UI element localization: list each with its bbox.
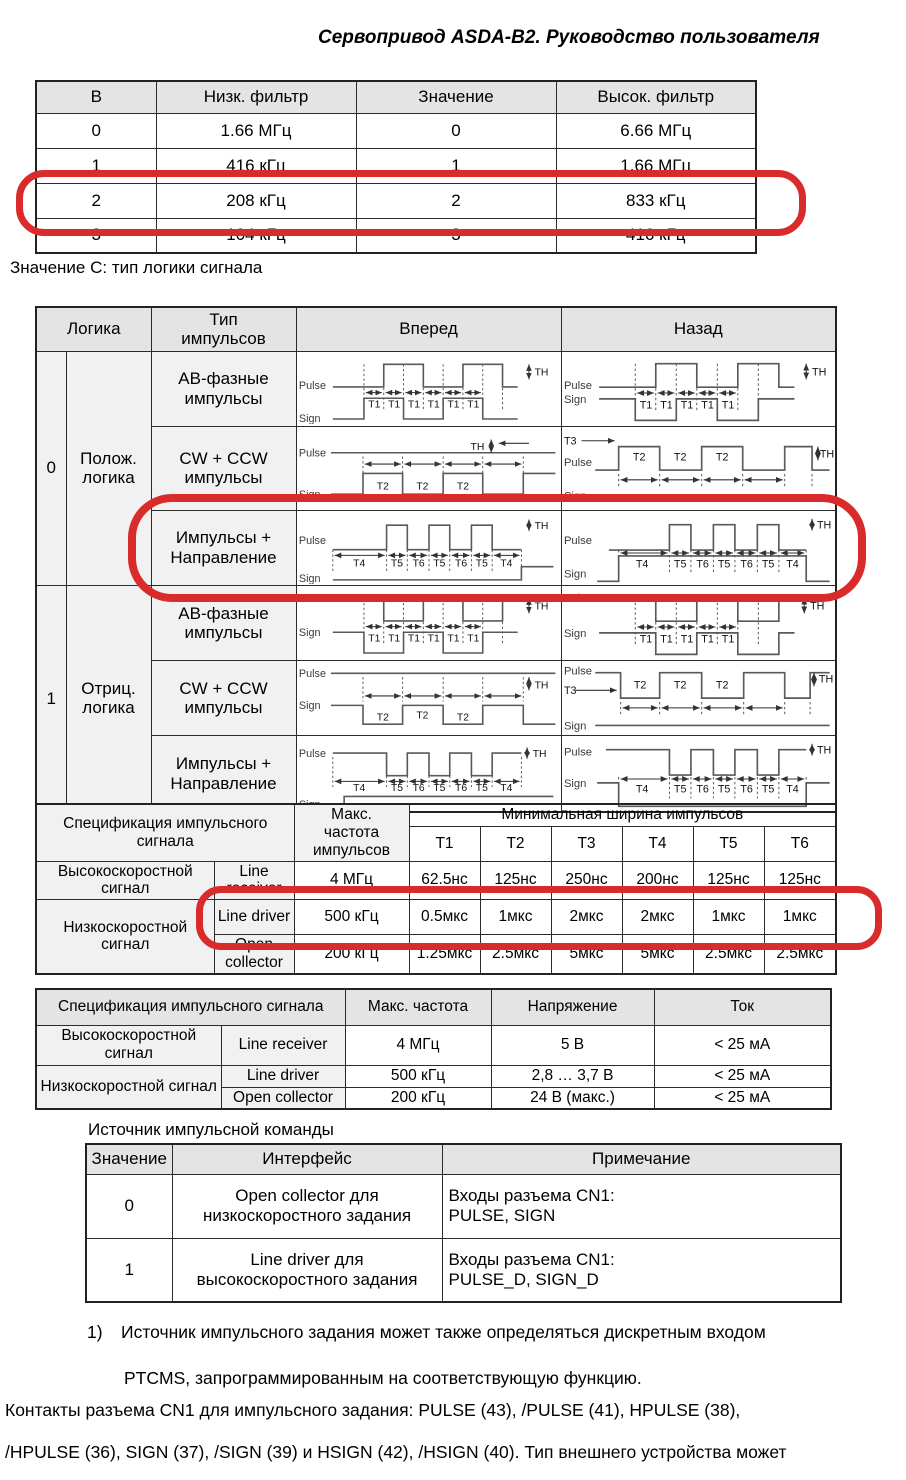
svg-text:T1: T1: [466, 399, 479, 411]
logic-label: Полож. логика: [66, 351, 151, 585]
column-header: Значение: [86, 1144, 172, 1174]
svg-text:T1: T1: [427, 633, 440, 645]
cell: 416 кГц: [156, 148, 356, 183]
svg-text:T1: T1: [466, 633, 479, 645]
waveform-l1-ab-forward: [296, 585, 561, 660]
svg-text:T6: T6: [454, 558, 467, 570]
svg-text:T1: T1: [639, 633, 652, 646]
svg-text:T2: T2: [376, 481, 389, 493]
table-row: [36, 351, 836, 426]
row-label: Высокоскоростной сигнал: [36, 861, 214, 900]
column-header: Напряжение: [491, 989, 654, 1025]
column-header: Примечание: [442, 1144, 841, 1174]
column-header: Спецификация импульсного сигнала: [36, 804, 294, 861]
timing-diagram: [562, 586, 836, 660]
svg-text:Pulse: Pulse: [298, 535, 326, 548]
column-header: Вперед: [296, 307, 561, 351]
svg-text:T4: T4: [352, 558, 365, 570]
svg-text:T2: T2: [632, 451, 645, 464]
svg-text:T6: T6: [412, 782, 425, 794]
svg-text:T2: T2: [456, 712, 469, 724]
waveform-l0-ab-forward: [296, 351, 561, 426]
column-header: T2: [480, 826, 551, 861]
table-row: [36, 307, 836, 351]
timing-diagram: [562, 511, 836, 585]
svg-text:TH: TH: [816, 519, 831, 532]
row-label: Низкоскоростной сигнал: [36, 1065, 221, 1109]
footnote-number: 1): [87, 1322, 103, 1342]
column-header: Интерфейс: [172, 1144, 442, 1174]
pulse-type-label: CW + CCW импульсы: [151, 661, 296, 736]
svg-text:TH: TH: [809, 600, 824, 613]
table-row: [36, 426, 836, 510]
svg-text:Pulse: Pulse: [298, 593, 326, 606]
note-line: PULSE, SIGN: [448, 1206, 556, 1225]
svg-text:Sign: Sign: [563, 490, 586, 503]
svg-text:TH: TH: [818, 673, 833, 686]
cell: 125нс: [480, 861, 551, 900]
table-row: [86, 1144, 841, 1174]
svg-text:T5: T5: [432, 558, 445, 570]
logic-label: Отриц. логика: [66, 585, 151, 811]
column-header: T5: [693, 826, 764, 861]
svg-text:T1: T1: [407, 399, 420, 411]
waveform-l0-pd-forward: [296, 510, 561, 585]
svg-text:T4: T4: [499, 782, 512, 794]
note-line: PULSE_D, SIGN_D: [448, 1269, 599, 1289]
cell: 2мкс: [622, 900, 693, 935]
cell: 1.66 МГц: [156, 113, 356, 148]
svg-text:T1: T1: [680, 399, 693, 412]
waveform-l1-pd-backward: [561, 736, 836, 812]
table-row: [36, 736, 836, 812]
interface-label: Open collector: [214, 935, 294, 974]
svg-text:T1: T1: [367, 633, 380, 645]
svg-text:Sign: Sign: [563, 720, 586, 733]
svg-text:T4: T4: [635, 784, 648, 797]
cell: < 25 мА: [654, 1065, 831, 1087]
svg-text:Pulse: Pulse: [298, 747, 326, 760]
svg-text:Pulse: Pulse: [563, 457, 592, 470]
cell: 24 В (макс.): [491, 1087, 654, 1109]
cell: < 25 мА: [654, 1025, 831, 1065]
svg-text:T5: T5: [475, 558, 488, 570]
timing-diagram: [562, 736, 836, 810]
svg-text:T1: T1: [407, 633, 420, 645]
cell: 125нс: [764, 861, 836, 900]
svg-text:TH: TH: [532, 748, 547, 760]
value-cell: 0: [86, 1174, 172, 1238]
svg-text:T1: T1: [700, 399, 714, 412]
cell: 1мкс: [480, 900, 551, 935]
pulse-type-label: CW + CCW импульсы: [151, 426, 296, 510]
column-header: Высок. фильтр: [556, 81, 756, 113]
svg-text:T4: T4: [499, 558, 512, 570]
svg-text:T5: T5: [761, 558, 774, 571]
cell: 2,8 … 3,7 В: [491, 1065, 654, 1087]
svg-text:T1: T1: [659, 399, 673, 412]
table-row: [86, 1174, 841, 1238]
svg-text:Sign: Sign: [298, 700, 321, 713]
svg-text:TH: TH: [811, 365, 826, 378]
svg-text:T2: T2: [715, 451, 728, 464]
pulse-type-label: АВ-фазные импульсы: [151, 351, 296, 426]
page-title: Сервопривод ASDA-B2. Руководство пользователя: [318, 27, 820, 48]
interface-line: Open collector для: [235, 1186, 379, 1206]
interface-label: Line receiver: [221, 1025, 345, 1065]
svg-text:Pulse: Pulse: [563, 379, 592, 392]
timing-diagram: [562, 431, 836, 505]
svg-text:Sign: Sign: [298, 627, 321, 640]
pulse-width-table: [35, 803, 837, 975]
cell: 2.5мкс: [480, 935, 551, 974]
svg-text:T1: T1: [446, 633, 460, 645]
waveform-l1-cw-backward: [561, 661, 836, 736]
table-row-highlighted: [36, 183, 756, 218]
waveform-l0-pd-backward: [561, 510, 836, 585]
logic-value: 0: [36, 351, 66, 585]
table-row: [36, 81, 756, 113]
interface-label: Line receiver: [214, 861, 294, 900]
pulse-type-label: Импульсы + Направление: [151, 510, 296, 585]
waveform-l1-cw-forward: [296, 661, 561, 736]
interface-label: Open collector: [221, 1087, 345, 1109]
svg-text:Sign: Sign: [563, 778, 586, 791]
timing-diagram: [297, 587, 561, 659]
value-cell: 1: [86, 1238, 172, 1302]
svg-text:Pulse: Pulse: [298, 447, 326, 460]
svg-text:T5: T5: [717, 784, 730, 797]
waveform-l1-ab-backward: [561, 585, 836, 660]
svg-text:T4: T4: [785, 558, 799, 571]
svg-text:T5: T5: [475, 782, 488, 794]
svg-text:T6: T6: [739, 558, 753, 571]
svg-text:TH: TH: [819, 448, 834, 461]
table-row: [36, 861, 836, 900]
cell: 200 кГц: [294, 935, 409, 974]
column-header-label: Макс. частота импульсов: [313, 806, 391, 859]
interface-line: низкоскоростного задания: [202, 1206, 412, 1225]
interface-line: высокоскоростного задания: [196, 1269, 418, 1289]
column-header: Спецификация импульсного сигнала: [36, 989, 345, 1025]
cell: 500 кГц: [345, 1065, 491, 1087]
svg-text:TH: TH: [534, 520, 548, 532]
interface-line: Line driver для: [250, 1250, 364, 1270]
timing-diagram: [297, 662, 561, 734]
timing-diagram: [562, 661, 836, 735]
cell: 833 кГц: [556, 183, 756, 218]
electrical-table: [35, 988, 832, 1110]
timing-diagram: [297, 512, 561, 584]
svg-text:T6: T6: [454, 782, 467, 794]
cell: 0: [356, 113, 556, 148]
cell: 208 кГц: [156, 183, 356, 218]
interface-cell: [172, 1174, 442, 1238]
svg-text:T5: T5: [390, 782, 403, 794]
svg-text:T2: T2: [673, 451, 686, 464]
interface-label: Line driver: [221, 1065, 345, 1087]
cell: 4 МГц: [294, 861, 409, 900]
cell: 4 МГц: [345, 1025, 491, 1065]
cell: 1.25мкс: [409, 935, 480, 974]
cell: 500 кГц: [294, 900, 409, 935]
cell: 200 кГц: [345, 1087, 491, 1109]
cell: 2: [356, 183, 556, 218]
pulse-source-title: Источник импульсной команды: [88, 1120, 334, 1139]
cell: 5мкс: [622, 935, 693, 974]
timing-diagram: [562, 352, 836, 426]
cell: 104 кГц: [156, 218, 356, 253]
cell: 416 кГц: [556, 218, 756, 253]
svg-text:T5: T5: [717, 558, 730, 571]
svg-text:Sign: Sign: [298, 412, 321, 425]
cell: 2.5мкс: [693, 935, 764, 974]
interface-label: Line driver: [214, 900, 294, 935]
table-row: [36, 148, 756, 183]
timing-diagram: [297, 738, 561, 810]
column-header: В: [36, 81, 156, 113]
svg-text:Sign: Sign: [563, 568, 586, 581]
svg-text:TH: TH: [816, 745, 831, 758]
svg-text:T3: T3: [563, 435, 577, 448]
svg-text:Sign: Sign: [298, 572, 321, 584]
svg-text:T2: T2: [376, 712, 389, 724]
column-header: Низк. фильтр: [156, 81, 356, 113]
note-line: Входы разъема CN1:: [448, 1186, 615, 1206]
footnote-line: Источник импульсного задания может также определяться дискретным входом: [121, 1322, 766, 1342]
cell: 250нс: [551, 861, 622, 900]
column-header: Ток: [654, 989, 831, 1025]
section-c-label: Значение С: тип логики сигнала: [10, 258, 263, 277]
table-row: [36, 585, 836, 660]
column-header: Минимальная ширина импульсов: [409, 804, 836, 826]
cell: 200нс: [622, 861, 693, 900]
note-cell: [442, 1238, 841, 1302]
table-row: [36, 661, 836, 736]
interface-cell: [172, 1238, 442, 1302]
table-row: [36, 218, 756, 253]
table-row: [36, 113, 756, 148]
column-header: Логика: [36, 307, 151, 351]
cell: 0: [36, 113, 156, 148]
cell: 0.5мкс: [409, 900, 480, 935]
waveform-l0-cw-backward: [561, 426, 836, 510]
svg-text:T1: T1: [680, 633, 693, 646]
cell: 1: [356, 148, 556, 183]
svg-text:Pulse: Pulse: [298, 668, 326, 681]
column-header: T3: [551, 826, 622, 861]
waveform-l0-cw-forward: [296, 426, 561, 510]
svg-text:T6: T6: [695, 784, 709, 797]
table-row: [86, 1238, 841, 1302]
column-header: [294, 804, 409, 861]
svg-text:T1: T1: [387, 399, 400, 411]
svg-text:T2: T2: [415, 711, 428, 723]
row-label: Высокоскоростной сигнал: [36, 1025, 221, 1065]
svg-text:T1: T1: [721, 399, 734, 412]
cell: 2: [36, 183, 156, 218]
svg-text:T5: T5: [432, 782, 445, 794]
column-header-label: Тип импульсов: [181, 309, 266, 349]
svg-text:T2: T2: [415, 481, 428, 493]
svg-text:T2: T2: [715, 679, 728, 692]
cell: 125нс: [693, 861, 764, 900]
svg-text:T1: T1: [721, 633, 734, 646]
svg-text:Pulse: Pulse: [563, 665, 592, 678]
svg-text:Sign: Sign: [298, 489, 321, 502]
svg-text:T1: T1: [639, 399, 652, 412]
svg-text:TH: TH: [470, 442, 484, 454]
cell: 2.5мкс: [764, 935, 836, 974]
svg-text:Pulse: Pulse: [563, 592, 592, 605]
table-row: [36, 1065, 831, 1087]
svg-text:Sign: Sign: [563, 393, 586, 406]
svg-text:T2: T2: [456, 481, 469, 493]
table-row: [36, 804, 836, 826]
svg-text:T5: T5: [673, 784, 686, 797]
cn1-pins-line: Контакты разъема CN1 для импульсного задания: PULSE (43), /PULSE (41), HPULSE (38),: [5, 1400, 741, 1420]
cell: 5 В: [491, 1025, 654, 1065]
logic-value: 1: [36, 585, 66, 811]
cell: 1мкс: [764, 900, 836, 935]
cell: 6.66 МГц: [556, 113, 756, 148]
svg-text:T4: T4: [635, 558, 648, 571]
row-label: Низкоскоростной сигнал: [36, 900, 214, 974]
cn1-pins-line: /HPULSE (36), SIGN (37), /SIGN (39) и HSIGN (42), /HSIGN (40). Тип внешнего устройства может: [5, 1442, 787, 1462]
waveform-l1-pd-forward: [296, 736, 561, 812]
note-cell: [442, 1174, 841, 1238]
column-header: T4: [622, 826, 693, 861]
svg-text:TH: TH: [534, 367, 548, 379]
column-header: Назад: [561, 307, 836, 351]
svg-text:T6: T6: [412, 558, 425, 570]
column-header: Значение: [356, 81, 556, 113]
cell: 2мкс: [551, 900, 622, 935]
svg-text:T1: T1: [387, 633, 400, 645]
column-header: [151, 307, 296, 351]
svg-text:T2: T2: [673, 679, 686, 692]
svg-text:TH: TH: [534, 601, 548, 613]
column-header: T1: [409, 826, 480, 861]
table-row: [36, 989, 831, 1025]
cell: 5мкс: [551, 935, 622, 974]
svg-text:T1: T1: [427, 399, 440, 411]
cell: < 25 мА: [654, 1087, 831, 1109]
svg-text:T1: T1: [659, 633, 673, 646]
pulse-type-label: Импульсы + Направление: [151, 736, 296, 812]
logic-table: [35, 306, 837, 813]
filter-table: [35, 80, 757, 254]
pulse-type-label: АВ-фазные импульсы: [151, 585, 296, 660]
svg-text:T3: T3: [563, 685, 577, 698]
svg-text:Sign: Sign: [563, 627, 586, 640]
svg-text:Pulse: Pulse: [298, 379, 326, 392]
column-header: Макс. частота: [345, 989, 491, 1025]
svg-text:T5: T5: [673, 558, 686, 571]
svg-text:T1: T1: [700, 633, 714, 646]
cell: 62.5нс: [409, 861, 480, 900]
table-row-highlighted: [36, 900, 836, 935]
svg-text:T5: T5: [761, 784, 774, 797]
cell: 3: [36, 218, 156, 253]
cell: 1мкс: [693, 900, 764, 935]
svg-text:T4: T4: [785, 784, 799, 797]
table-row: [36, 1025, 831, 1065]
svg-text:Pulse: Pulse: [563, 534, 592, 547]
svg-text:TH: TH: [534, 680, 548, 692]
cell: 1.66 МГц: [556, 148, 756, 183]
svg-text:T6: T6: [739, 784, 753, 797]
svg-text:T1: T1: [367, 399, 380, 411]
svg-text:Pulse: Pulse: [563, 746, 592, 759]
timing-diagram: [297, 353, 561, 425]
table-row-highlighted: [36, 510, 836, 585]
svg-text:T5: T5: [390, 558, 403, 570]
waveform-l0-ab-backward: [561, 351, 836, 426]
column-header: T6: [764, 826, 836, 861]
cell: 3: [356, 218, 556, 253]
cell: 1: [36, 148, 156, 183]
svg-text:T6: T6: [695, 558, 709, 571]
footnote-line: PTCMS, запрограммированным на соответствующую функцию.: [124, 1368, 642, 1388]
svg-text:T2: T2: [633, 679, 646, 692]
svg-text:T1: T1: [446, 399, 460, 411]
svg-text:T4: T4: [352, 782, 365, 794]
note-line: Входы разъема CN1:: [448, 1250, 615, 1270]
pulse-source-table: [85, 1143, 842, 1303]
timing-diagram: [297, 432, 561, 504]
